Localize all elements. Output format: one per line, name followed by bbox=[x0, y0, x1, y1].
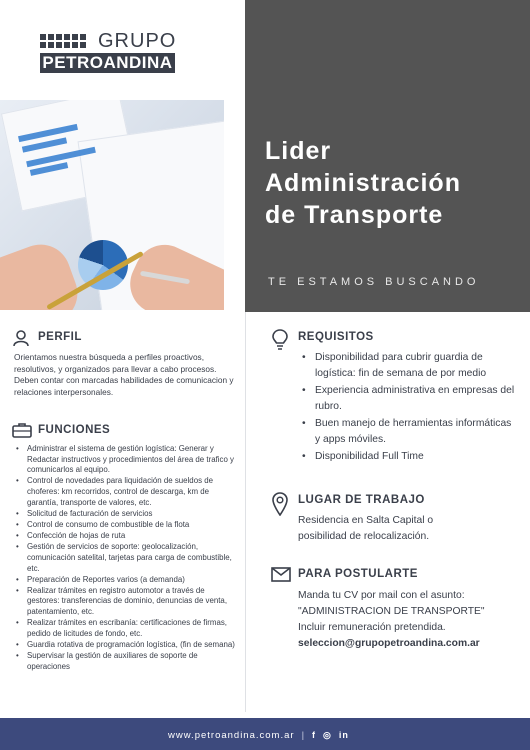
list-item: • Buen manejo de herramientas informáticas y apps móviles. bbox=[300, 416, 515, 448]
column-divider bbox=[245, 312, 246, 712]
postular-line: Incluir remuneración pretendida. bbox=[298, 622, 446, 633]
lugar-text: Residencia en Salta Capital o posibilidad de relocalización. bbox=[298, 515, 434, 542]
logo-grid-icon bbox=[40, 34, 86, 50]
contact-email-link[interactable]: seleccion@grupopetroandina.com.ar bbox=[298, 638, 480, 649]
logo-text-petroandina: PETROANDINA bbox=[40, 53, 175, 73]
list-item: • Disponibilidad Full Time bbox=[300, 449, 515, 465]
list-item: • Experiencia administrativa en empresas del rubro. bbox=[300, 383, 515, 415]
requisitos-heading: REQUISITOS bbox=[298, 331, 374, 343]
list-item: • Preparación de Reportes varios (a demanda) bbox=[14, 575, 239, 586]
envelope-icon bbox=[271, 567, 291, 587]
website-link[interactable]: www.petroandina.com.ar bbox=[168, 729, 295, 741]
postular-text bbox=[298, 588, 523, 652]
person-icon bbox=[12, 329, 30, 352]
company-logo bbox=[40, 30, 180, 75]
lightbulb-icon bbox=[271, 328, 289, 357]
list-item: • Realizar trámites en escribanía: certificaciones de firmas, pedido de licitudes de fondo, etc. bbox=[14, 618, 239, 639]
list-item: • Supervisar la gestión de auxiliares de soporte de operaciones bbox=[14, 651, 239, 672]
list-item: • Guardia rotativa de programación logística, (fin de semana) bbox=[14, 640, 239, 651]
footer-content bbox=[168, 728, 349, 742]
list-item: • Realizar trámites en registro automotor a través de gestores: transferencias de dominio, denuncias de venta, patentamiento, etc. bbox=[14, 586, 239, 618]
postular-heading: PARA POSTULARTE bbox=[298, 568, 418, 580]
tagline: TE ESTAMOS BUSCANDO bbox=[268, 276, 480, 288]
footer-separator: | bbox=[301, 729, 306, 741]
facebook-icon[interactable]: f bbox=[312, 730, 317, 740]
job-title-line: Administración bbox=[265, 169, 461, 197]
list-item: • Gestión de servicios de soporte: geolocalización, comunicación satelital, tarjetas para carga de combustible, etc. bbox=[14, 542, 239, 574]
list-item: • Control de consumo de combustible de la flota bbox=[14, 520, 239, 531]
job-title-line: de Transporte bbox=[265, 201, 444, 229]
funciones-heading: FUNCIONES bbox=[38, 424, 111, 436]
perfil-heading: PERFIL bbox=[38, 331, 82, 343]
postular-line: "ADMINISTRACION DE TRANSPORTE" bbox=[298, 606, 485, 617]
list-item: • Solicitud de facturación de servicios bbox=[14, 509, 239, 520]
instagram-icon[interactable]: ◎ bbox=[323, 729, 332, 740]
perfil-paragraph: Deben contar con marcadas habilidades de comunicacion y relaciones interpersonales. bbox=[14, 375, 234, 397]
photo-hand bbox=[0, 236, 86, 310]
perfil-paragraph: Orientamos nuestra búsqueda a perfiles proactivos, resolutivos, y organizados para llevar a cabo procesos. bbox=[14, 352, 217, 374]
logo-text-grupo: GRUPO bbox=[98, 30, 177, 52]
job-title bbox=[265, 135, 525, 231]
linkedin-icon[interactable]: in bbox=[338, 730, 349, 740]
list-item: • Confección de hojas de ruta bbox=[14, 531, 239, 542]
funciones-list bbox=[14, 444, 239, 673]
requisitos-list bbox=[300, 350, 515, 466]
map-pin-icon bbox=[272, 492, 288, 521]
header-photo bbox=[0, 100, 224, 310]
list-item: • Administrar el sistema de gestión logística: Generar y Redactar instructivos y procedimientos del área de trafico y comunicarlos al equipo. bbox=[14, 444, 239, 476]
list-item: • Control de novedades para liquidación de sueldos de choferes: km recorridos, control de descarga, km de garantía, transporte de valores, etc. bbox=[14, 476, 239, 508]
list-item: • Disponibilidad para cubrir guardia de logística: fin de semana de por medio bbox=[300, 350, 515, 382]
postular-line: Manda tu CV por mail con el asunto: bbox=[298, 590, 465, 601]
lugar-heading: LUGAR DE TRABAJO bbox=[298, 494, 425, 506]
perfil-text bbox=[14, 352, 239, 398]
briefcase-icon bbox=[12, 422, 32, 443]
job-title-line: Lider bbox=[265, 137, 332, 165]
footer-bar bbox=[0, 718, 530, 750]
